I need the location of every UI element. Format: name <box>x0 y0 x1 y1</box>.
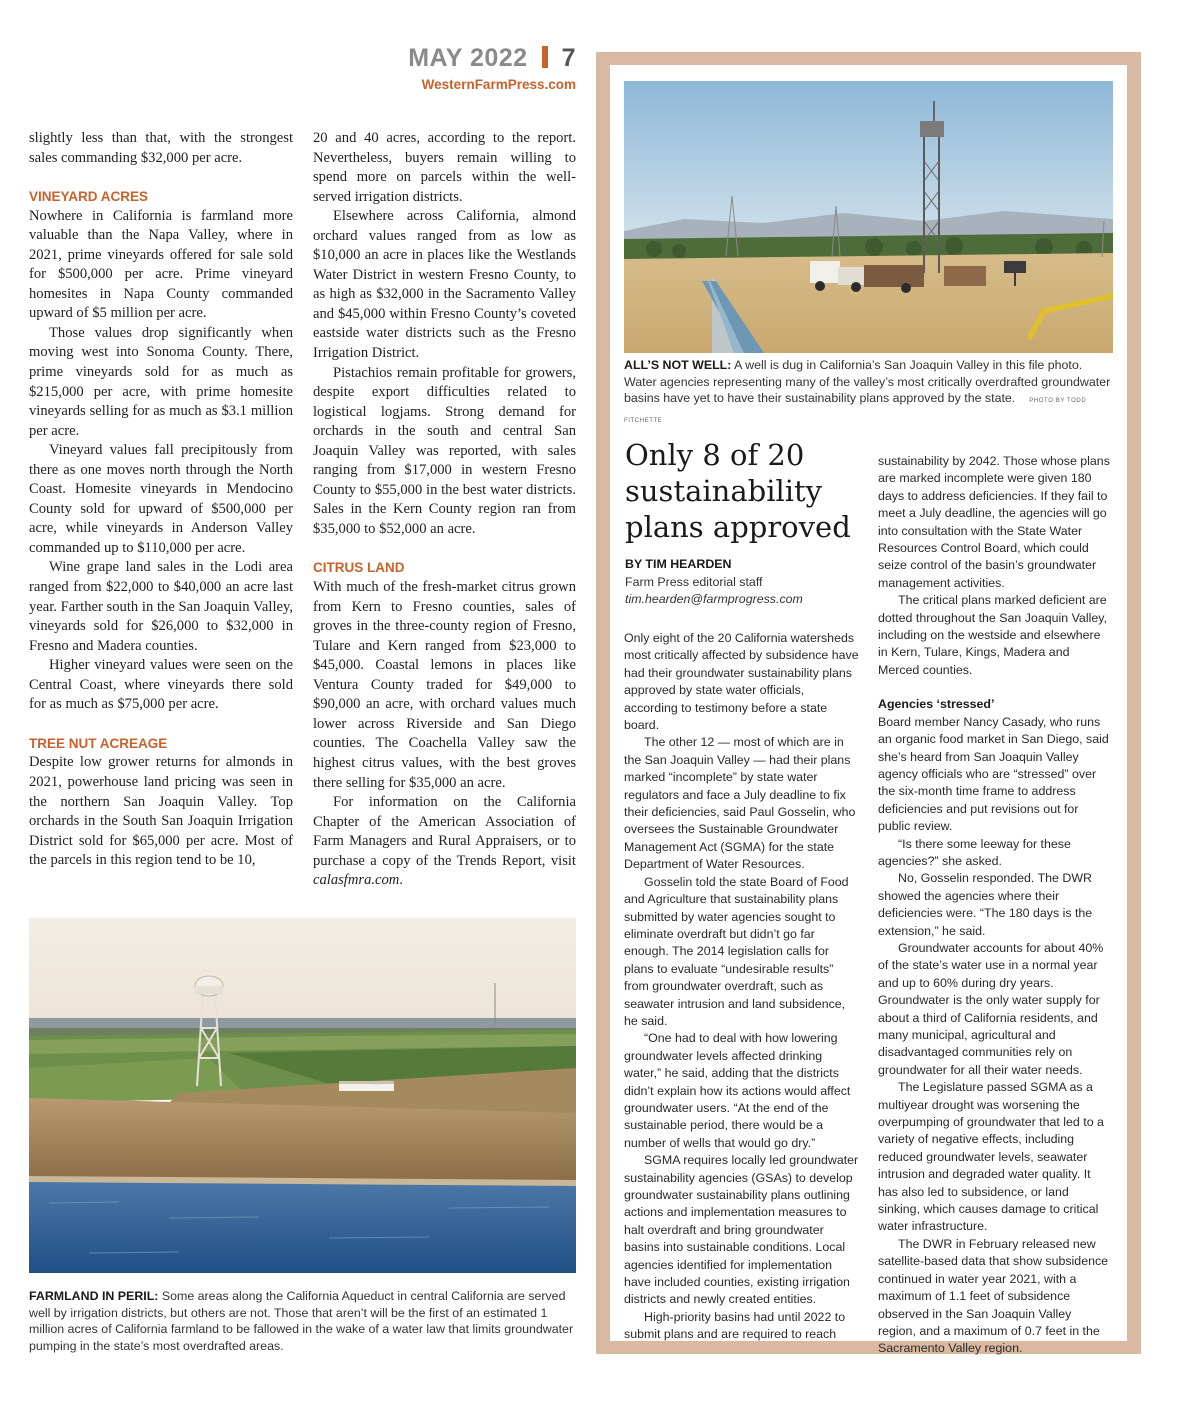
website-link-calasfmra[interactable]: calasfmra.com <box>313 872 400 889</box>
photo-caption-farmland <box>29 1288 579 1354</box>
byline-email[interactable]: tim.hearden@farmprogress.com <box>625 592 803 606</box>
section-heading-citrus: CITRUS LAND <box>313 560 405 576</box>
paragraph: slightly less than that, with the strongest sales commanding $32,000 per acre. <box>29 130 293 166</box>
paragraph: With much of the fresh-market citrus grown from Kern to Fresno counties, sales of groves in the three-county region of Fresno, Tulare and Kern ranged from $23,000 to $45,000. Coastal lemons in places like Ventura County traded for $49,000 to $90,000 an acre, with orchard values much lower across Riverside and San Diego counties. The Coachella Valley saw the highest citrus values, with the best groves there selling for $35,000 an acre. <box>313 579 576 791</box>
sidebar-box <box>596 52 1141 1354</box>
paragraph: Only eight of the 20 California watersheds most critically affected by subsidence have had their groundwater sustainability plans approved by state water officials, according to testimony before a state board. <box>624 631 859 733</box>
article-column-1 <box>29 129 293 871</box>
paragraph: The other 12 — most of which are in the San Joaquin Valley — had their plans marked “incomplete” by state water regulators and face a July deadline to fix their deficiencies, said Paul Gosselin, who oversees the Sustainable Groundwater Management Act (SGMA) for the state Department of Water Resources. <box>624 735 856 872</box>
paragraph: Vineyard values fall precipitously from there as one moves north through the North Coast. Homesite vineyards in Mendocino County sold for upward of $500,000 per acre, while vineyards in Anderson Valley commanded up to $110,000 per acre. <box>29 442 293 556</box>
caption-tag: ALL’S NOT WELL: <box>624 358 732 372</box>
paragraph: The DWR in February released new satellite-based data that show subsidence continued in water year 2021, with a maximum of 1.1 feet of subsidence observed in the San Joaquin Valley region, and a maximum of 0.7 feet in the Sacramento Valley region. <box>878 1236 1109 1356</box>
paragraph: “One had to deal with how lowering groundwater levels affected drinking water,” he said, adding that the districts didn’t explain how its actions would affect groundwater users. “At the end of the sustainable period, there would be a number of wells that would go dry.” <box>624 1031 851 1150</box>
paragraph: The critical plans marked deficient are dotted throughout the San Joaquin Valley, including on the westside and elsewhere in Kern, Tulare, Kings, Madera and Merced counties. <box>878 593 1107 677</box>
paragraph-info: For information on the California Chapter of the American Association of Farm Managers and Rural Appraisers, or to purchase a copy of the Trends Report, visit calasfmra.com. <box>313 794 576 889</box>
masthead <box>408 44 576 73</box>
paragraph: Pistachios remain profitable for growers, despite export difficulties related to logistical logjams. Strong demand for orchards in the south and central San Joaquin Valley was reported, with sales ranging from $17,000 in western Fresno County to $55,000 in the best water districts. Sales in the Kern County region ran from $35,000 to $52,000 an acre. <box>313 364 576 537</box>
paragraph: Those values drop significantly when moving west into Sonoma County. There, prime vineyards sold for as much as $215,000 per acre, with prime homesite vineyards selling for as much as $3.1 million per acre. <box>29 324 293 439</box>
paragraph: Gosselin told the state Board of Food and Agriculture that sustainability plans submitted by water agencies sought to eliminate overdraft but didn’t go far enough. The 2014 legislation calls for plans to evaluate “undesirable results” from groundwater overdraft, such as seawater intrusion and land subsidence, he said. <box>624 874 849 1028</box>
article-column-2 <box>313 129 576 891</box>
paragraph: “Is there some leeway for these agencies?” she asked. <box>878 836 1071 868</box>
photo-aqueduct-farmland <box>29 918 576 1273</box>
paragraph: Groundwater accounts for about 40% of the state’s water use in a normal year and up to 60% during dry years. Groundwater is the only water supply for about a third of California residents, and many municipal, agricultural and disadvantaged communities rely on groundwater for all their water needs. <box>878 940 1104 1077</box>
subheading-agencies-stressed: Agencies ‘stressed’ <box>878 697 995 712</box>
website-link[interactable]: WesternFarmPress.com <box>421 77 576 92</box>
paragraph: Wine grape land sales in the Lodi area ranged from $22,000 to $40,000 an acre last year. Farther south in the San Joaquin Valley, vineyards sold for $26,000 to $32,000 in Fresno and Madera counties. <box>29 559 293 654</box>
caption-text: Some areas along the California Aqueduct in central California are served well by irrigation districts, but others are not. Those that aren’t will be the first of an estimated 1 million acres of California farmland to be fallowed in the wake of a water law that limits groundwater pumping in the state’s most overdrafted areas. <box>29 1289 574 1353</box>
section-heading-vineyard: VINEYARD ACRES <box>29 189 149 205</box>
paragraph: 20 and 40 acres, according to the report. Nevertheless, buyers remain willing to spend more on parcels within the well-served irrigation districts. <box>313 130 576 205</box>
separator-bar <box>542 46 548 68</box>
paragraph: sustainability by 2042. Those whose plans are marked incomplete were given 180 days to address deficiencies. If they fail to meet a July deadline, the agencies will go into consultation with the State Water Resources Control Board, which could seize control of the basin’s groundwater management activities. <box>878 454 1110 590</box>
paragraph: Board member Nancy Casady, who runs an organic food market in San Diego, said she’s heard from San Joaquin Valley agency officials who are “stressed” over the six-month time frame to address deficiencies and put revisions out for public review. <box>878 714 1109 834</box>
paragraph: Despite low grower returns for almonds in 2021, powerhouse land pricing was seen in the northern San Joaquin Valley. Top orchards in the South San Joaquin Irrigation District sold for $65,000 per acre. Most of the parcels in this region tend to be 10, <box>29 754 293 869</box>
photo-caption-well <box>624 357 1116 429</box>
page-header <box>408 44 576 92</box>
caption-text: A well is dug in California’s San Joaquin Valley in this file photo. Water agencies representing many of the valley’s most critically overdrafted groundwater basins have yet to have their sustainability plans approved by the state. <box>624 358 1111 406</box>
paragraph: No, Gosselin responded. The DWR showed the agencies where their deficiencies were. “The 180 days is the extension,” he said. <box>878 871 1093 938</box>
sidebar-column-a <box>624 630 859 1344</box>
caption-tag: FARMLAND IN PERIL: <box>29 1289 159 1303</box>
paragraph: Elsewhere across California, almond orchard values ranged from as low as $10,000 an acre in places like the Westlands Water District in western Fresno County, to as high as $32,000 in the Sacramento Valley and $45,000 within Fresno County’s coveted eastside water districts such as the Fresno Irrigation District. <box>313 208 576 362</box>
sidebar-headline: Only 8 of 20 sustainability plans approved <box>625 438 851 544</box>
paragraph: The Legislature passed SGMA as a multiyear drought was worsening the overpumping of groundwater that led to a variety of negative effects, including reduced groundwater levels, seawater intrusion and degraded water quality. It has also led to subsidence, or land sinking, which causes damage to critical water infrastructure. <box>878 1080 1104 1234</box>
byline-author: BY TIM HEARDEN <box>625 557 732 571</box>
paragraph: Higher vineyard values were seen on the Central Coast, where vineyards there sold for as much as $75,000 per acre. <box>29 657 293 713</box>
paragraph: Nowhere in California is farmland more valuable than the Napa Valley, where in 2021, prime vineyards offered for sale sold for $500,000 per acre. Prime vineyard homesites in Napa County commanded upward of $5 million per acre. <box>29 207 293 322</box>
sidebar-content <box>610 65 1127 1356</box>
paragraph: High-priority basins had until 2022 to submit plans and are required to reach <box>624 1309 846 1342</box>
photo-well-drilling <box>624 81 1113 353</box>
byline <box>625 556 870 609</box>
paragraph: SGMA requires locally led groundwater sustainability agencies (GSAs) to develop groundwater sustainability plans outlining actions and implementation measures to halt overdraft and bring groundwater basins into sustainable conditions. Local agencies identified for implementation have included counties, existing irrigation districts and newly created entities. <box>624 1153 859 1307</box>
byline-title: Farm Press editorial staff <box>625 574 763 589</box>
page-number: 7 <box>561 44 576 72</box>
sidebar-column-b <box>878 453 1110 1358</box>
section-heading-tree-nut: TREE NUT ACREAGE <box>29 735 168 751</box>
issue-date: MAY 2022 <box>408 44 528 72</box>
photo-credit: PHOTO BY TODD FITCHETTE <box>624 398 1087 424</box>
